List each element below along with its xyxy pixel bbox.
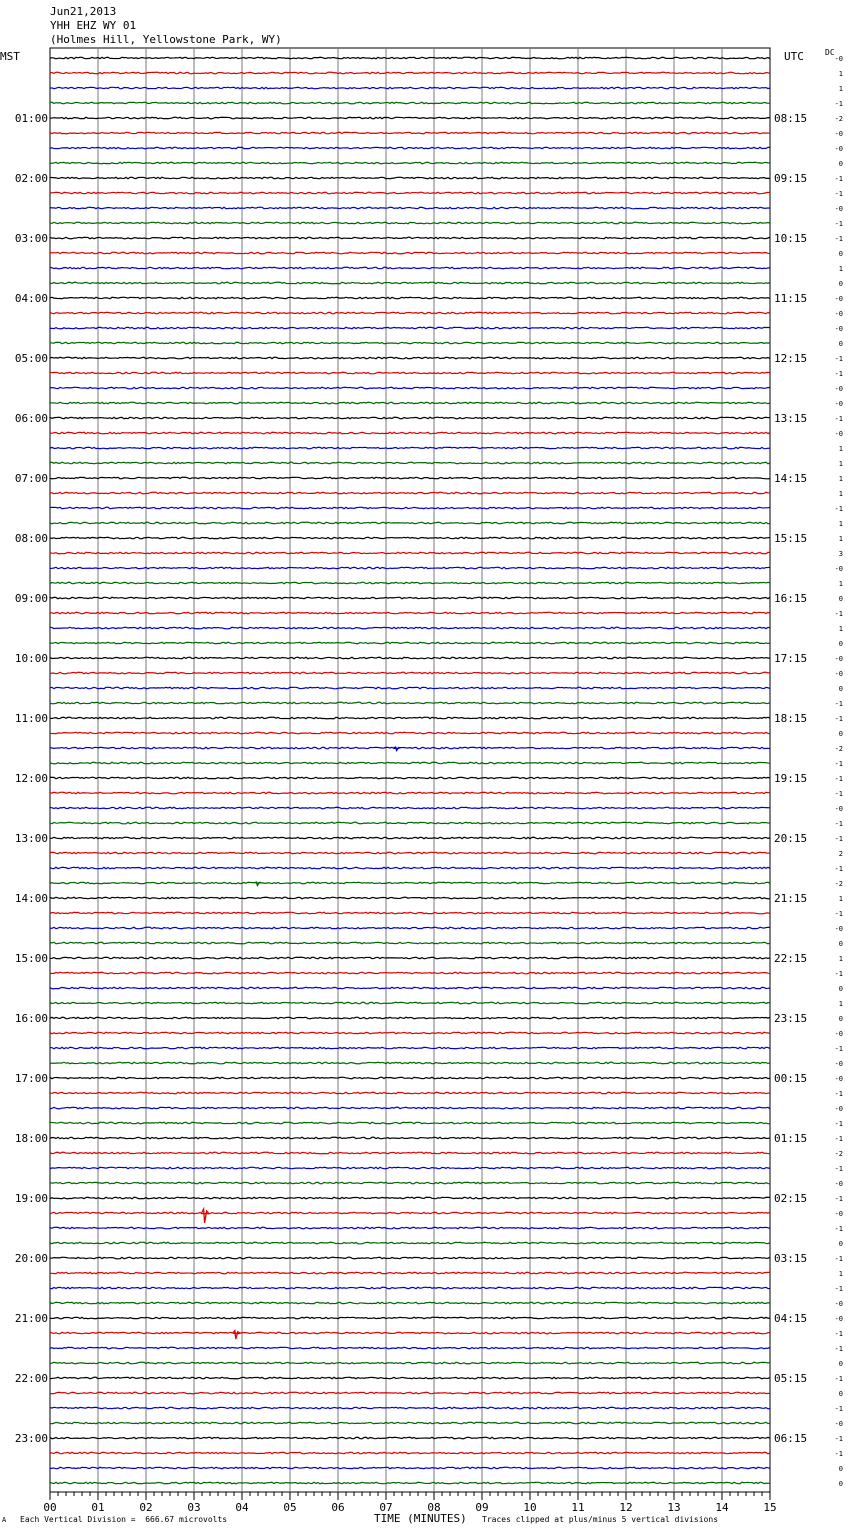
seismic-trace	[50, 162, 770, 164]
mst-hour-label: 02:00	[14, 172, 48, 185]
seismic-trace	[50, 357, 770, 359]
seismic-trace	[50, 507, 770, 509]
seismic-trace	[50, 72, 770, 74]
dc-offset-label: -1	[834, 970, 843, 978]
seismic-trace	[50, 882, 770, 884]
x-tick-label: 09	[475, 1501, 489, 1514]
dc-offset-label: 0	[838, 1480, 843, 1488]
mst-hour-label: 16:00	[14, 1012, 48, 1025]
seismic-trace	[50, 762, 770, 764]
seismic-trace	[50, 417, 770, 419]
seismic-trace	[50, 627, 770, 629]
dc-offset-label: 1	[838, 580, 843, 588]
seismic-trace	[50, 672, 770, 674]
dc-offset-label: -1	[834, 1405, 843, 1413]
corner-mark: A	[2, 1516, 7, 1524]
seismic-trace	[50, 822, 770, 824]
x-tick-label: 15	[763, 1501, 777, 1514]
mst-hour-label: 19:00	[14, 1192, 48, 1205]
seismic-trace	[50, 1482, 770, 1484]
seismic-trace	[50, 57, 770, 59]
utc-hour-label: 12:15	[774, 352, 808, 365]
seismic-trace	[50, 477, 770, 479]
dc-offset-label: 1	[838, 1270, 843, 1278]
dc-offset-label: 1	[838, 70, 843, 78]
dc-offset-label: 1	[838, 625, 843, 633]
utc-hour-label: 02:15	[774, 1192, 808, 1205]
seismic-trace	[50, 1017, 770, 1019]
x-tick-label: 02	[139, 1501, 153, 1514]
seismic-trace	[50, 402, 770, 404]
seismic-trace	[50, 717, 770, 719]
clip-note: Traces clipped at plus/minus 5 vertical divisions	[482, 1515, 719, 1524]
dc-offset-label: -1	[834, 1330, 843, 1338]
dc-offset-label: -1	[834, 1225, 843, 1233]
utc-hour-label: 17:15	[774, 652, 808, 665]
x-axis-title: TIME (MINUTES)	[374, 1512, 467, 1525]
seismic-trace	[50, 1392, 770, 1394]
seismic-trace	[50, 1092, 770, 1094]
dc-offset-label: -2	[834, 115, 843, 123]
seismic-trace	[50, 312, 770, 314]
mst-hour-label: 09:00	[14, 592, 48, 605]
mst-hour-label: 01:00	[14, 112, 48, 125]
x-tick-label: 03	[187, 1501, 201, 1514]
utc-hour-label: 01:15	[774, 1132, 808, 1145]
mst-hour-label: 23:00	[14, 1432, 48, 1445]
seismic-trace	[50, 702, 770, 704]
mst-hour-label: 18:00	[14, 1132, 48, 1145]
dc-offset-label: -0	[834, 325, 843, 333]
dc-offset-label: -0	[834, 1180, 843, 1188]
seismic-trace	[50, 1257, 770, 1259]
dc-offset-label: 1	[838, 475, 843, 483]
mst-hour-label: 05:00	[14, 352, 48, 365]
dc-offset-label: 0	[838, 685, 843, 693]
dc-offset-label: -0	[834, 145, 843, 153]
seismic-trace	[50, 792, 770, 794]
dc-offset-label: -1	[834, 1090, 843, 1098]
utc-hour-label: 04:15	[774, 1312, 808, 1325]
x-tick-label: 10	[523, 1501, 537, 1514]
seismic-event	[202, 1209, 209, 1223]
seismic-trace	[50, 1377, 770, 1379]
dc-offset-label: -1	[834, 1135, 843, 1143]
x-tick-label: 00	[43, 1501, 57, 1514]
utc-hour-label: 00:15	[774, 1072, 808, 1085]
dc-offset-label: -1	[834, 1435, 843, 1443]
x-tick-label: 14	[715, 1501, 729, 1514]
utc-hour-label: 21:15	[774, 892, 808, 905]
dc-offset-label: -1	[834, 700, 843, 708]
mst-hour-label: 03:00	[14, 232, 48, 245]
seismic-trace	[50, 267, 770, 269]
dc-offset-label: -0	[834, 430, 843, 438]
dc-offset-label: 0	[838, 595, 843, 603]
dc-offset-label: -0	[834, 1060, 843, 1068]
dc-offset-label: 1	[838, 85, 843, 93]
mst-axis-label: MST	[0, 50, 20, 63]
dc-offset-label: -1	[834, 355, 843, 363]
seismic-trace	[50, 1242, 770, 1244]
seismic-trace	[50, 1302, 770, 1304]
seismic-trace	[50, 612, 770, 614]
mst-hour-label: 10:00	[14, 652, 48, 665]
dc-offset-label: -1	[834, 370, 843, 378]
mst-hour-label: 11:00	[14, 712, 48, 725]
dc-offset-label: -1	[834, 1255, 843, 1263]
seismic-trace	[50, 1422, 770, 1424]
utc-hour-label: 19:15	[774, 772, 808, 785]
dc-offset-label: 2	[838, 850, 843, 858]
seismic-trace	[50, 87, 770, 89]
dc-offset-label: -0	[834, 1210, 843, 1218]
mst-hour-label: 06:00	[14, 412, 48, 425]
plot-frame	[50, 48, 770, 1492]
seismic-trace	[50, 1077, 770, 1079]
seismic-trace	[50, 1107, 770, 1109]
station-code: YHH EHZ WY 01	[50, 19, 137, 32]
seismic-trace	[50, 912, 770, 914]
dc-offset-label: -0	[834, 1300, 843, 1308]
mst-hour-label: 04:00	[14, 292, 48, 305]
dc-offset-label: -0	[834, 1075, 843, 1083]
dc-offset-label: 3	[838, 550, 843, 558]
seismic-trace	[50, 1212, 770, 1214]
utc-hour-label: 18:15	[774, 712, 808, 725]
utc-hour-label: 22:15	[774, 952, 808, 965]
dc-offset-label: 0	[838, 1240, 843, 1248]
seismic-trace	[50, 177, 770, 179]
seismic-trace	[50, 1332, 770, 1334]
mst-hour-label: 13:00	[14, 832, 48, 845]
utc-hour-label: 03:15	[774, 1252, 808, 1265]
dc-offset-label: -0	[834, 400, 843, 408]
seismic-trace	[50, 387, 770, 389]
seismic-trace	[50, 552, 770, 554]
seismic-trace	[50, 1002, 770, 1004]
seismic-trace	[50, 1437, 770, 1439]
seismic-trace	[50, 1362, 770, 1364]
seismic-trace	[50, 732, 770, 734]
dc-offset-label: -0	[834, 925, 843, 933]
seismic-trace	[50, 1137, 770, 1139]
seismic-trace	[50, 1182, 770, 1184]
chart-date: Jun21,2013	[50, 5, 117, 18]
seismic-trace	[50, 777, 770, 779]
seismic-trace	[50, 1122, 770, 1124]
x-tick-label: 01	[91, 1501, 105, 1514]
dc-offset-label: -1	[834, 835, 843, 843]
dc-offset-label: 0	[838, 1390, 843, 1398]
dc-offset-label: 1	[838, 460, 843, 468]
dc-offset-label: -1	[834, 865, 843, 873]
dc-offset-label: 0	[838, 250, 843, 258]
dc-offset-label: -1	[834, 415, 843, 423]
seismic-trace	[50, 207, 770, 209]
dc-offset-label: 1	[838, 955, 843, 963]
seismic-trace	[50, 1197, 770, 1199]
dc-offset-label: 0	[838, 940, 843, 948]
dc-offset-label: 0	[838, 730, 843, 738]
mst-hour-label: 17:00	[14, 1072, 48, 1085]
seismic-trace	[50, 432, 770, 434]
seismic-trace	[50, 1062, 770, 1064]
dc-offset-label: 1	[838, 535, 843, 543]
seismic-trace	[50, 972, 770, 974]
seismic-trace	[50, 852, 770, 854]
dc-offset-label: -0	[834, 205, 843, 213]
seismic-trace	[50, 747, 770, 749]
seismic-trace	[50, 1407, 770, 1409]
mst-hour-label: 15:00	[14, 952, 48, 965]
dc-offset-label: -1	[834, 1375, 843, 1383]
dc-axis-label: DC	[825, 48, 835, 57]
seismic-trace	[50, 297, 770, 299]
mst-hour-label: 20:00	[14, 1252, 48, 1265]
seismic-trace	[50, 567, 770, 569]
seismic-trace	[50, 372, 770, 374]
x-tick-label: 04	[235, 1501, 249, 1514]
utc-hour-label: 14:15	[774, 472, 808, 485]
utc-hour-label: 06:15	[774, 1432, 808, 1445]
dc-offset-label: -0	[834, 1315, 843, 1323]
dc-offset-label: -0	[834, 1105, 843, 1113]
dc-offset-label: -1	[834, 790, 843, 798]
seismic-trace	[50, 597, 770, 599]
seismic-trace	[50, 117, 770, 119]
utc-hour-label: 16:15	[774, 592, 808, 605]
dc-offset-label: -0	[834, 670, 843, 678]
x-tick-label: 08	[427, 1501, 441, 1514]
station-location: (Holmes Hill, Yellowstone Park, WY)	[50, 33, 282, 46]
utc-hour-label: 08:15	[774, 112, 808, 125]
dc-offset-label: 0	[838, 1015, 843, 1023]
dc-offset-label: -0	[834, 565, 843, 573]
x-tick-label: 11	[571, 1501, 585, 1514]
seismic-trace	[50, 192, 770, 194]
dc-offset-label: 0	[838, 1465, 843, 1473]
dc-offset-label: -0	[834, 1030, 843, 1038]
dc-offset-label: -0	[834, 130, 843, 138]
dc-offset-label: -1	[834, 775, 843, 783]
dc-offset-label: -0	[834, 385, 843, 393]
dc-offset-label: -1	[834, 760, 843, 768]
x-tick-label: 05	[283, 1501, 297, 1514]
dc-offset-label: -1	[834, 1195, 843, 1203]
seismic-trace	[50, 1032, 770, 1034]
dc-offset-label: 0	[838, 985, 843, 993]
seismic-trace	[50, 957, 770, 959]
seismic-trace	[50, 1467, 770, 1469]
x-tick-label: 06	[331, 1501, 345, 1514]
dc-offset-label: -1	[834, 190, 843, 198]
seismic-trace	[50, 1452, 770, 1454]
dc-offset-label: -1	[834, 235, 843, 243]
dc-offset-label: 0	[838, 160, 843, 168]
mst-hour-label: 08:00	[14, 532, 48, 545]
seismic-trace	[50, 1317, 770, 1319]
seismic-trace	[50, 867, 770, 869]
dc-offset-label: -1	[834, 1285, 843, 1293]
seismic-trace	[50, 1047, 770, 1049]
seismic-trace	[50, 837, 770, 839]
dc-offset-label: -1	[834, 505, 843, 513]
dc-offset-label: -0	[834, 55, 843, 63]
dc-offset-label: -1	[834, 610, 843, 618]
dc-offset-label: 1	[838, 265, 843, 273]
x-tick-label: 07	[379, 1501, 393, 1514]
dc-offset-label: -1	[834, 1450, 843, 1458]
utc-hour-label: 09:15	[774, 172, 808, 185]
seismic-trace	[50, 1347, 770, 1349]
seismic-trace	[50, 897, 770, 899]
dc-offset-label: -1	[834, 1165, 843, 1173]
dc-offset-label: -1	[834, 715, 843, 723]
seismic-trace	[50, 642, 770, 644]
dc-offset-label: 0	[838, 1360, 843, 1368]
utc-hour-label: 05:15	[774, 1372, 808, 1385]
dc-offset-label: 1	[838, 490, 843, 498]
dc-offset-label: -1	[834, 1345, 843, 1353]
dc-offset-label: -2	[834, 880, 843, 888]
seismic-event	[233, 1331, 240, 1339]
seismic-trace	[50, 1287, 770, 1289]
utc-hour-label: 15:15	[774, 532, 808, 545]
utc-hour-label: 11:15	[774, 292, 808, 305]
seismic-trace	[50, 987, 770, 989]
dc-offset-label: -0	[834, 805, 843, 813]
dc-offset-label: -2	[834, 745, 843, 753]
seismic-trace	[50, 1272, 770, 1274]
mst-hour-label: 14:00	[14, 892, 48, 905]
dc-offset-label: -1	[834, 175, 843, 183]
dc-offset-label: -0	[834, 310, 843, 318]
seismic-trace	[50, 447, 770, 449]
utc-hour-label: 23:15	[774, 1012, 808, 1025]
seismic-trace	[50, 132, 770, 134]
seismic-trace	[50, 147, 770, 149]
mst-hour-label: 07:00	[14, 472, 48, 485]
x-tick-label: 12	[619, 1501, 633, 1514]
dc-offset-label: -1	[834, 1045, 843, 1053]
dc-offset-label: 1	[838, 1000, 843, 1008]
dc-offset-label: 1	[838, 520, 843, 528]
utc-hour-label: 13:15	[774, 412, 808, 425]
seismic-trace	[50, 582, 770, 584]
dc-offset-label: 1	[838, 895, 843, 903]
seismic-trace	[50, 927, 770, 929]
seismic-trace	[50, 522, 770, 524]
mst-hour-label: 22:00	[14, 1372, 48, 1385]
x-tick-label: 13	[667, 1501, 681, 1514]
seismic-trace	[50, 537, 770, 539]
seismic-trace	[50, 1227, 770, 1229]
seismic-trace	[50, 492, 770, 494]
dc-offset-label: 0	[838, 340, 843, 348]
seismic-trace	[50, 222, 770, 224]
seismic-trace	[50, 657, 770, 659]
dc-offset-label: -0	[834, 1420, 843, 1428]
seismic-trace	[50, 237, 770, 239]
utc-hour-label: 20:15	[774, 832, 808, 845]
dc-offset-label: -1	[834, 100, 843, 108]
utc-hour-label: 10:15	[774, 232, 808, 245]
dc-offset-label: -0	[834, 655, 843, 663]
dc-offset-label: -1	[834, 820, 843, 828]
seismic-trace	[50, 687, 770, 689]
dc-offset-label: -2	[834, 1150, 843, 1158]
mst-hour-label: 21:00	[14, 1312, 48, 1325]
dc-offset-label: -1	[834, 220, 843, 228]
mst-hour-label: 12:00	[14, 772, 48, 785]
dc-offset-label: 0	[838, 640, 843, 648]
seismic-trace	[50, 282, 770, 284]
seismic-trace	[50, 252, 770, 254]
seismic-trace	[50, 807, 770, 809]
dc-offset-label: -1	[834, 910, 843, 918]
seismic-trace	[50, 327, 770, 329]
seismic-trace	[50, 342, 770, 344]
utc-axis-label: UTC	[784, 50, 804, 63]
seismic-trace	[50, 102, 770, 104]
dc-offset-label: -0	[834, 295, 843, 303]
scale-note: Each Vertical Division = 666.67 microvolts	[20, 1515, 228, 1524]
seismic-trace	[50, 942, 770, 944]
dc-offset-label: 0	[838, 280, 843, 288]
dc-offset-label: -1	[834, 1120, 843, 1128]
seismic-trace	[50, 462, 770, 464]
seismic-trace	[50, 1152, 770, 1154]
seismic-trace	[50, 1167, 770, 1169]
dc-offset-label: 1	[838, 445, 843, 453]
